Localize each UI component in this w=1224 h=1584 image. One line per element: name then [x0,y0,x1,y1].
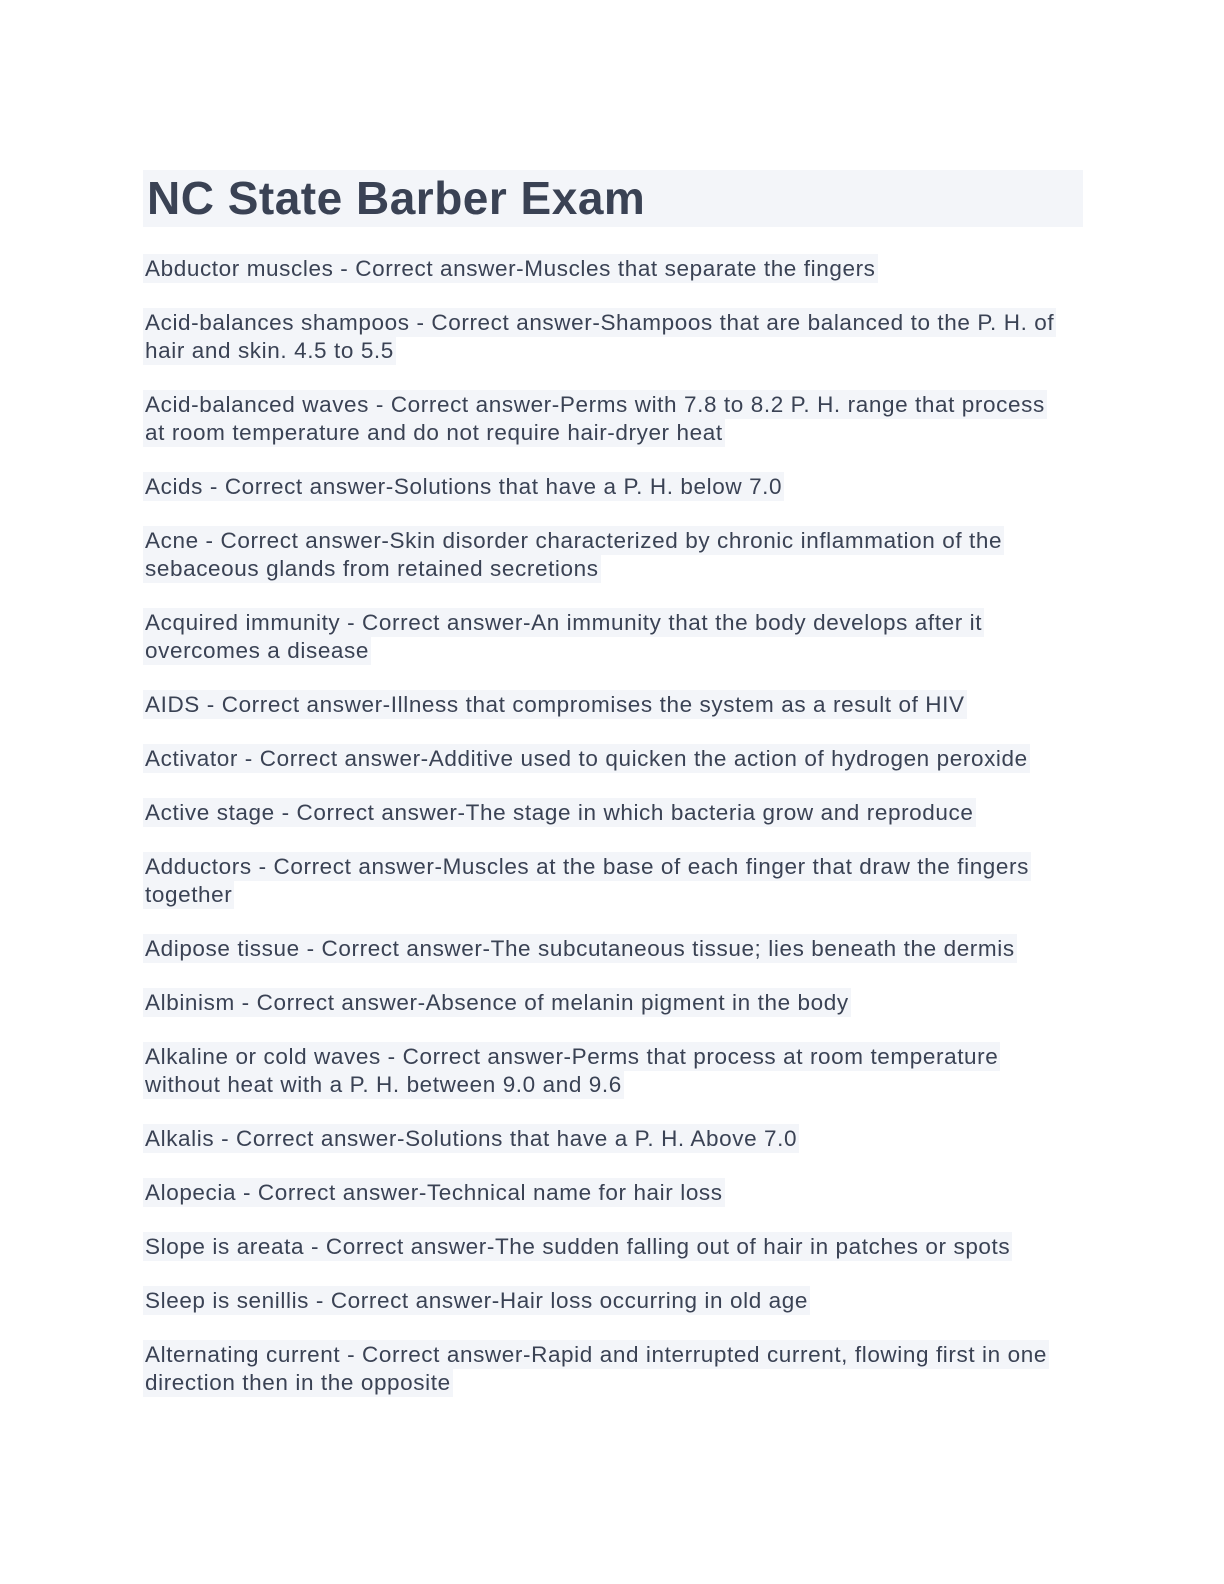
highlighted-text [143,526,1004,583]
glossary-entry [143,609,1055,665]
term-text: Slope is areata [145,1234,305,1259]
definition-text: Perms that process at room temperature without heat with a P. H. between 9.0 and 9.6 [145,1044,999,1097]
definition-text: Absence of melanin pigment in the body [425,990,849,1015]
separator-text: - Correct answer- [203,474,394,499]
term-text: Abductor muscles [145,256,334,281]
glossary-entry [143,799,1055,827]
separator-text: - Correct answer- [340,1342,532,1367]
page-title: NC State Barber Exam [143,170,1083,227]
separator-text: - Correct answer- [236,1180,427,1205]
highlighted-text [143,1232,1012,1261]
separator-text: - Correct answer- [333,256,525,281]
definition-text: Technical name for hair loss [426,1180,723,1205]
definition-text: Muscles that separate the fingers [524,256,876,281]
highlighted-text [143,988,851,1017]
glossary-entry [143,691,1055,719]
separator-text: - Correct answer- [274,800,466,825]
term-text: Alternating current [145,1342,341,1367]
separator-text: - Correct answer- [369,392,560,417]
highlighted-text [143,690,967,719]
term-text: AIDS [145,692,200,717]
glossary-entry [143,989,1055,1017]
definition-text: Muscles at the base of each finger that draw the fingers together [145,854,1029,907]
glossary-entry [143,1341,1055,1397]
separator-text: - Correct answer- [251,854,443,879]
glossary-entry [143,473,1055,501]
term-text: Acne [145,528,199,553]
definition-text: Additive used to quicken the action of hydrogen peroxide [428,746,1028,771]
highlighted-text [143,1042,1000,1099]
highlighted-text [143,472,784,501]
highlighted-text [143,1286,810,1315]
highlighted-text [143,852,1031,909]
highlighted-text [143,254,878,283]
highlighted-text [143,308,1056,365]
term-text: Albinism [145,990,235,1015]
term-text: Sleep is senillis [145,1288,310,1313]
glossary-entry [143,309,1055,365]
term-text: Acid-balanced waves [145,392,370,417]
definition-text: Skin disorder characterized by chronic inflammation of the sebaceous glands from retained secretions [145,528,1003,581]
term-text: Acids [145,474,204,499]
definition-text: The sudden falling out of hair in patches or spots [494,1234,1011,1259]
highlighted-text [143,1340,1049,1397]
separator-text: - Correct answer- [340,610,532,635]
separator-text: - Correct answer- [309,1288,500,1313]
term-text: Active stage [145,800,275,825]
separator-text: - Correct answer- [409,310,601,335]
definition-text: An immunity that the body develops after it overcomes a disease [145,610,983,663]
glossary-entry [143,1287,1055,1315]
term-text: Alopecia [145,1180,237,1205]
definition-text: Solutions that have a P. H. below 7.0 [393,474,783,499]
definition-text: Shampoos that are balanced to the P. H. of hair and skin. 4.5 to 5.5 [145,310,1055,363]
definition-text: Rapid and interrupted current, flowing first in one direction then in the opposite [145,1342,1047,1395]
term-text: Adipose tissue [145,936,300,961]
definition-text: Perms with 7.8 to 8.2 P. H. range that process at room temperature and do not require hair-dryer heat [145,392,1045,445]
glossary-entry [143,255,1055,283]
term-text: Activator [145,746,238,771]
highlighted-text [143,934,1017,963]
definition-text: Solutions that have a P. H. Above 7.0 [405,1126,798,1151]
glossary-entry [143,1125,1055,1153]
definition-text: The subcutaneous tissue; lies beneath the dermis [490,936,1015,961]
highlighted-text [143,798,976,827]
separator-text: - Correct answer- [234,990,426,1015]
definition-text: The stage in which bacteria grow and reproduce [465,800,974,825]
glossary-entry [143,935,1055,963]
highlighted-text [143,390,1047,447]
definition-text: Hair loss occurring in old age [499,1288,809,1313]
highlighted-text [143,744,1030,773]
term-text: Acid-balances shampoos [145,310,410,335]
highlighted-text [143,1124,799,1153]
separator-text: - Correct answer- [304,1234,495,1259]
separator-text: - Correct answer- [380,1044,572,1069]
highlighted-text [143,608,984,665]
glossary-entry [143,1179,1055,1207]
glossary-entry [143,391,1055,447]
term-text: Acquired immunity [145,610,341,635]
glossary-entry [143,853,1055,909]
glossary-entry [143,1043,1055,1099]
glossary-entry [143,745,1055,773]
separator-text: - Correct answer- [198,528,390,553]
glossary-entry [143,1233,1055,1261]
separator-text: - Correct answer- [237,746,429,771]
term-text: Adductors [145,854,252,879]
term-text: Alkaline or cold waves [145,1044,381,1069]
separator-text: - Correct answer- [214,1126,406,1151]
highlighted-text [143,1178,725,1207]
term-text: Alkalis [145,1126,215,1151]
glossary-entry [143,527,1055,583]
separator-text: - Correct answer- [199,692,391,717]
separator-text: - Correct answer- [299,936,491,961]
definition-text: Illness that compromises the system as a result of HIV [390,692,965,717]
